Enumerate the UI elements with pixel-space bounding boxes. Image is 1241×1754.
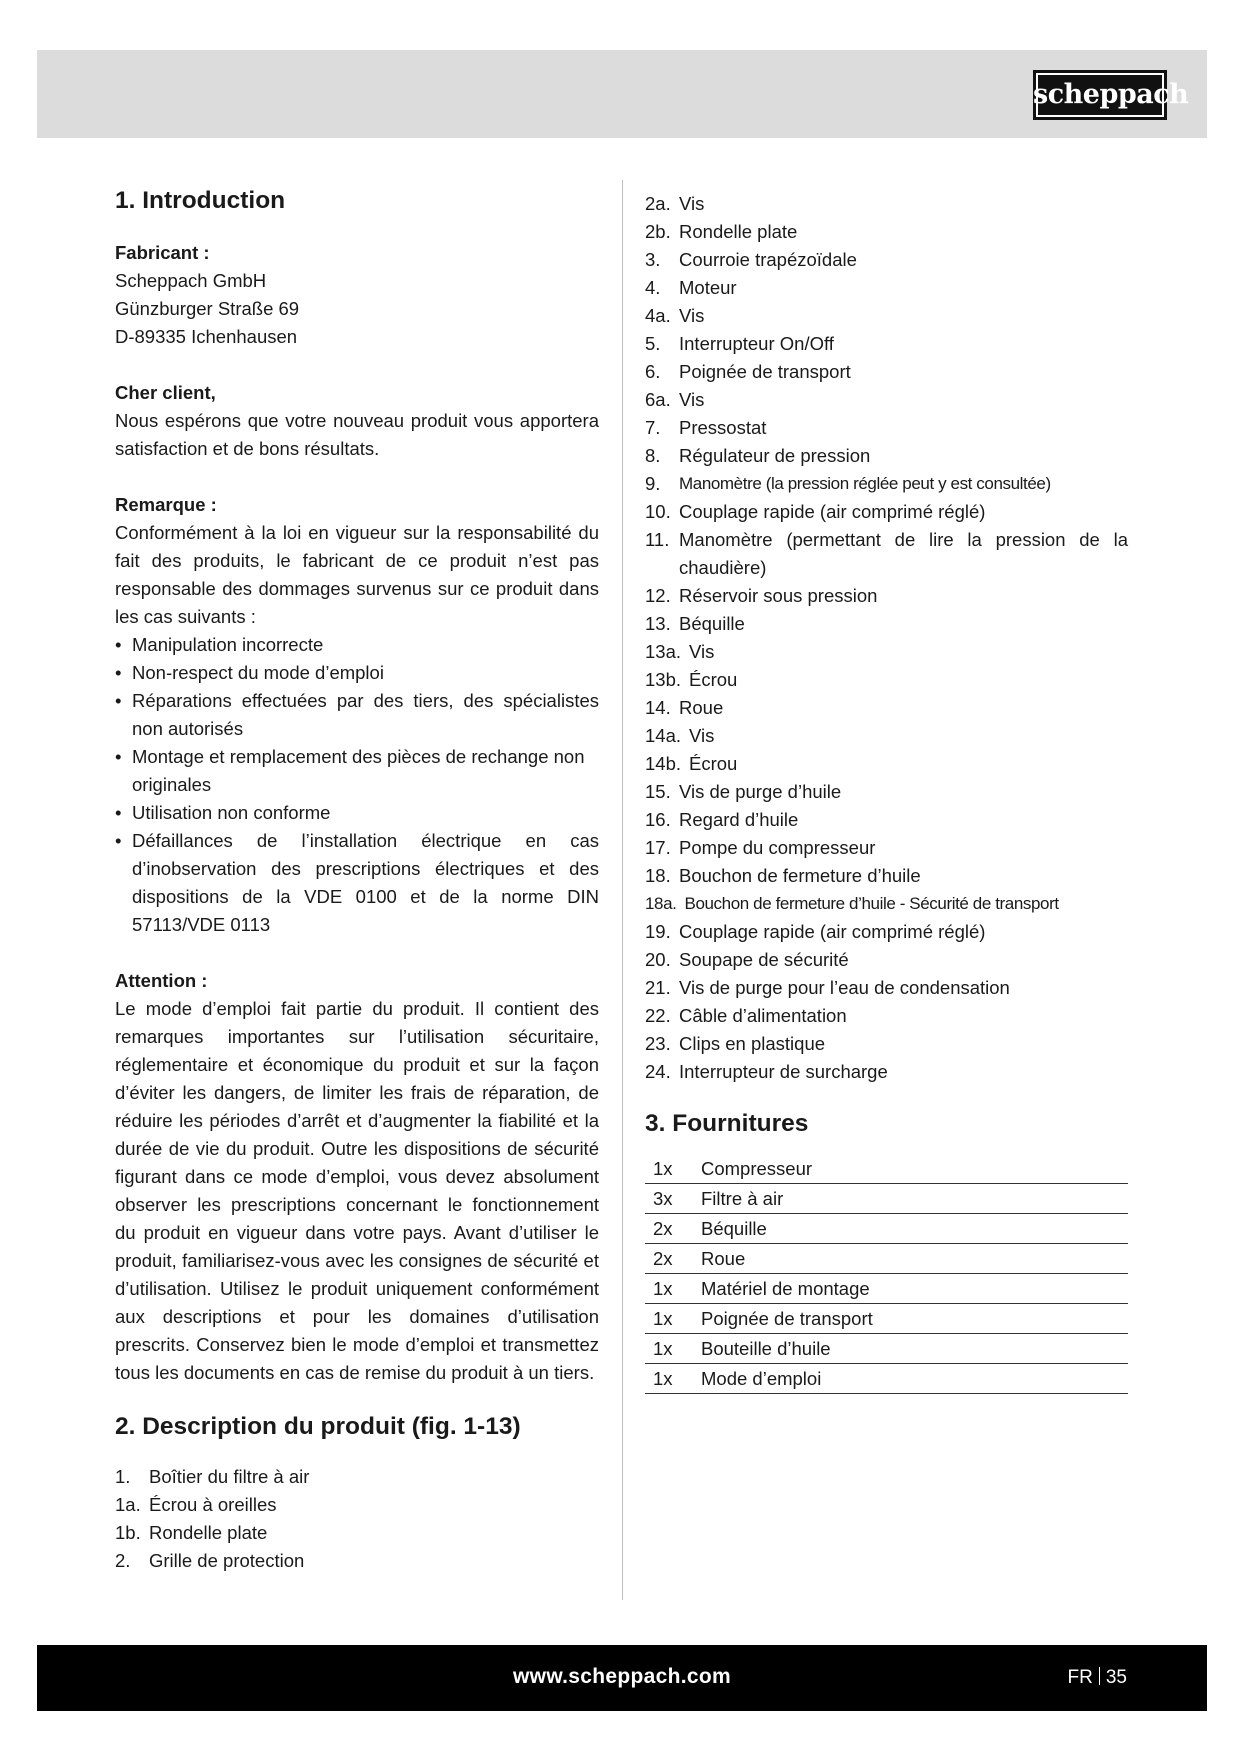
list-item: 1. Boîtier du filtre à air [115,1466,310,1487]
list-item: 2a. Vis [645,193,705,214]
column-divider [622,180,623,1600]
parts-list-right [645,190,1128,1086]
table-row: 3x Filtre à air [645,1184,1128,1214]
attention-text: Le mode d’emploi fait partie du produit. Il contient des remarques importantes sur l’utilisation sécuritaire, réglementaire et économique du produit et sur la façon d’éviter les dangers, de limiter les frais de réparation, de réduire les périodes d’arrêt et d’augmenter la fiabilité et la durée de vie du produit. Outre les dispositions de sécurité figurant dans ce mode d’emploi, vous devez absolument observer les prescriptions concernant le fonctionnement du produit en vigueur dans votre pays. Avant d’utiliser le produit, familiarisez-vous avec les consignes de sécurité et d’utilisation. Utilisez le produit uniquement conformément aux descriptions et pour les domaines d’utilisation prescrits. Conservez bien le mode d’emploi et transmettez tous les documents en cas de remise du produit à un tiers. [115,998,599,1383]
table-row: 1x Bouteille d’huile [645,1334,1128,1364]
intro-heading: 1. Introduction [115,187,286,214]
list-item: 4. Moteur [645,277,737,298]
list-item: 1a. Écrou à oreilles [115,1494,277,1515]
list-item: 14. Roue [645,697,724,718]
list-item: • Réparations effectuées par des tiers, des spécialistes non autorisés [115,687,599,743]
list-item: 12. Réservoir sous pression [645,585,878,606]
list-item: 10. Couplage rapide (air comprimé réglé) [645,501,986,522]
list-item: 21. Vis de purge pour l’eau de condensation [645,977,1010,998]
table-row: 2x Béquille [645,1214,1128,1244]
list-item: • Montage et remplacement des pièces de rechange non originales [115,743,599,799]
list-item: 8. Régulateur de pression [645,445,871,466]
list-item: 23. Clips en plastique [645,1033,826,1054]
list-item: 1b. Rondelle plate [115,1522,268,1543]
list-item: 18a. Bouchon de fermeture d’huile - Sécurité de transport [645,894,1059,913]
list-item: 6a. Vis [645,389,705,410]
footer-band [37,1645,1207,1711]
list-item: 15. Vis de purge d’huile [645,781,842,802]
note-text: Conformément à la loi en vigueur sur la responsabilité du fait des produits, le fabricant de ce produit n’est pas responsable des dommages survenus sur ce produit dans les cas suivants : [115,522,599,627]
list-item: 5. Interrupteur On/Off [645,333,834,354]
supplies-table [645,1154,1128,1394]
list-item: 14a. Vis [645,725,715,746]
list-item: • Défaillances de l’installation électrique en cas d’inobservation des prescriptions électriques et des dispositions de la VDE 0100 et de la norme DIN 57113/VDE 0113 [115,827,599,939]
list-item: 7. Pressostat [645,417,767,438]
website-link[interactable]: www.scheppach.com [513,1665,731,1688]
table-row: 1x Poignée de transport [645,1304,1128,1334]
table-row: 2x Roue [645,1244,1128,1274]
separator [1099,1667,1100,1685]
note-label: Remarque : [115,494,217,515]
supplies-heading: 3. Fournitures [645,1110,809,1137]
list-item: 6. Poignée de transport [645,361,851,382]
list-item: 18. Bouchon de fermeture d’huile [645,865,921,886]
list-item: 3. Courroie trapézoïdale [645,249,857,270]
list-item: 13. Béquille [645,613,745,634]
header-band [37,50,1207,138]
list-item: 13b. Écrou [645,669,738,690]
list-item: 24. Interrupteur de surcharge [645,1061,888,1082]
address-line: Scheppach GmbH [115,270,267,291]
page-number: 35 [1105,1667,1127,1688]
list-item: • Utilisation non conforme [115,799,599,827]
list-item: 4a. Vis [645,305,705,326]
address-line: Günzburger Straße 69 [115,298,300,319]
table-row: 1x Matériel de montage [645,1274,1128,1304]
manufacturer-label: Fabricant : [115,242,210,263]
list-item: 11. Manomètre (permettant de lire la pression de la chaudière) [645,529,1128,578]
list-item: • Manipulation incorrecte [115,631,599,659]
right-column [645,190,1128,1394]
liability-list [115,631,599,939]
list-item: • Non-respect du mode d’emploi [115,659,599,687]
list-item: 13a. Vis [645,641,715,662]
list-item: 19. Couplage rapide (air comprimé réglé) [645,921,986,942]
left-column [115,183,599,1575]
description-heading: 2. Description du produit (fig. 1-13) [115,1413,521,1440]
page-indicator [1068,1667,1127,1689]
scheppach-logo: scheppach [1033,70,1167,120]
list-item: 2. Grille de protection [115,1550,305,1571]
address-line: D-89335 Ichenhausen [115,326,298,347]
dear-customer-label: Cher client, [115,382,216,403]
dear-customer-text: Nous espérons que votre nouveau produit vous apportera satisfaction et de bons résultats. [115,410,599,459]
language-code: FR [1067,1667,1093,1688]
list-item: 17. Pompe du compresseur [645,837,876,858]
list-item: 16. Regard d’huile [645,809,799,830]
list-item: 2b. Rondelle plate [645,221,798,242]
parts-list-left [115,1463,599,1575]
list-item: 20. Soupape de sécurité [645,949,849,970]
list-item: 22. Câble d’alimentation [645,1005,847,1026]
table-row: 1x Mode d’emploi [645,1364,1128,1394]
attention-label: Attention : [115,970,208,991]
list-item: 14b. Écrou [645,753,738,774]
list-item: 9. Manomètre (la pression réglée peut y est consultée) [645,473,1051,494]
table-row: 1x Compresseur [645,1154,1128,1184]
